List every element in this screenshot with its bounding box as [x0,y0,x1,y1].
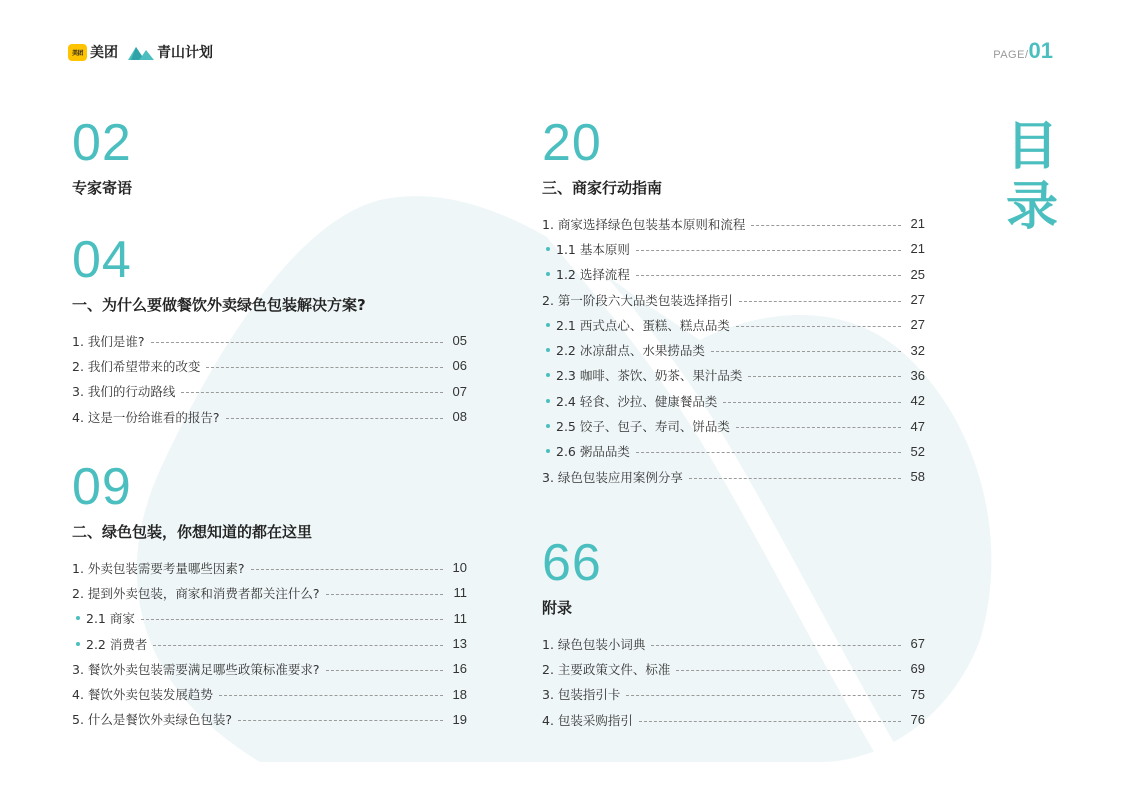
section-number: 09 [72,458,132,516]
toc-entry-page: 69 [910,661,925,677]
bullet-dot-icon [546,424,550,428]
toc-entry-label-wrap [72,559,245,577]
toc-entry-page: 32 [910,342,925,358]
toc-entry-label-wrap [72,635,147,653]
toc-entry-label: 4. 餐饮外卖包装发展趋势 [72,687,213,703]
bullet-dot-icon [76,642,80,646]
toc-entry-page: 27 [910,317,925,333]
dotted-leader [219,694,443,696]
toc-entry-label: 2.1 商家 [86,611,135,627]
toc-entry-label-wrap [542,660,670,678]
toc-entry-label-wrap [542,711,633,729]
brand-header [68,42,213,62]
dotted-leader [181,391,443,393]
toc-entry[interactable] [72,353,467,378]
toc-entry-page: 11 [453,585,467,601]
toc-entry-label-wrap [72,685,213,703]
toc-entry-label: 5. 什么是餐饮外卖绿色包装? [72,712,233,728]
page-number: 01 [1028,38,1053,63]
toc-section-66 [542,534,925,732]
dotted-leader [326,593,443,595]
toc-entry-label-wrap [72,382,175,400]
bullet-dot-icon [546,348,550,352]
toc-entry-label-wrap [542,341,705,359]
section-title: 附录 [542,599,573,617]
dotted-leader [251,568,443,570]
toc-entry-page: 67 [910,636,925,652]
dotted-leader [689,477,901,479]
toc-entry-label: 2. 第一阶段六大品类包装选择指引 [542,292,733,308]
section-title: 二、绿色包装，你想知道的都在这里 [72,523,313,541]
toc-entry-label-wrap [542,468,683,486]
toc-entry-label: 2.2 冰凉甜点、水果捞品类 [556,343,705,359]
dotted-leader [151,341,443,343]
toc-entry[interactable] [542,312,925,337]
toc-entry[interactable] [72,580,467,605]
toc-entry-page: 21 [910,241,925,257]
toc-entry-label: 2.1 西式点心、蛋糕、糕点品类 [556,317,730,333]
toc-title-char: 目 [1005,117,1058,177]
toc-entry[interactable] [72,404,467,429]
toc-entry-label-wrap [72,609,135,627]
toc-entry-page: 58 [910,469,925,485]
toc-entry-label-wrap [542,215,745,233]
toc-title-char: 录 [1005,177,1058,237]
toc-entry-label: 3. 包装指引卡 [542,687,621,703]
toc-entry-page: 06 [452,358,467,374]
toc-list [542,211,925,489]
dotted-leader [651,644,901,646]
toc-entry-page: 25 [910,266,925,282]
dotted-leader [153,644,443,646]
toc-entry-label: 4. 这是一份给谁看的报告? [72,409,220,425]
toc-entry-page: 75 [910,686,925,702]
toc-entry-label-wrap [542,417,730,435]
toc-entry-page: 08 [452,409,467,425]
toc-entry[interactable] [542,656,925,681]
toc-entry-label: 4. 包装采购指引 [542,712,633,728]
toc-entry-page: 05 [452,333,467,349]
toc-entry-label: 2.3 咖啡、茶饮、奶茶、果汁品类 [556,368,743,384]
toc-entry[interactable] [542,707,925,732]
dotted-leader [751,224,901,226]
toc-entry[interactable] [542,631,925,656]
dotted-leader [636,274,901,276]
page-indicator [993,38,1053,64]
toc-entry-label: 1. 绿色包装小词典 [542,636,646,652]
toc-entry-page: 27 [910,292,925,308]
section-number: 04 [72,231,132,289]
toc-entry-label: 3. 绿色包装应用案例分享 [542,469,683,485]
toc-entry-page: 07 [452,383,467,399]
toc-entry-label: 2. 我们希望带来的改变 [72,358,201,374]
dotted-leader [206,366,443,368]
bullet-dot-icon [546,373,550,377]
dotted-leader [676,669,901,671]
toc-entry-page: 13 [452,636,467,652]
section-number: 20 [542,114,602,172]
toc-entry-page: 10 [452,560,467,576]
toc-entry-label-wrap [542,685,620,703]
toc-entry[interactable] [542,388,925,413]
toc-entry[interactable] [72,555,467,580]
toc-entry[interactable] [72,681,467,706]
toc-entry-label-wrap [542,316,730,334]
toc-section-09 [72,458,467,732]
toc-entry-page: 19 [452,711,467,727]
toc-entry-label: 1. 外卖包装需要考量哪些因素? [72,560,245,576]
dotted-leader [736,426,901,428]
toc-entry-label: 2.2 消费者 [86,636,148,652]
section-title: 专家寄语 [72,179,133,197]
toc-entry-label: 1.1 基本原则 [556,241,630,257]
toc-entry[interactable] [542,464,925,489]
toc-list [72,555,467,732]
toc-entry-page: 18 [452,686,467,702]
toc-list [542,631,925,732]
toc-entry-label-wrap [72,357,200,375]
dotted-leader [238,719,443,721]
bullet-dot-icon [546,272,550,276]
toc-entry-label: 1. 商家选择绿色包装基本原则和流程 [542,216,746,232]
toc-entry-label-wrap [72,408,220,426]
toc-entry[interactable] [542,287,925,312]
bullet-dot-icon [546,449,550,453]
toc-section-02 [72,114,467,198]
dotted-leader [711,350,901,352]
dotted-leader [748,375,901,377]
toc-entry-page: 42 [910,393,925,409]
dotted-leader [326,669,443,671]
toc-entry-page: 36 [910,367,925,383]
toc-entry-label-wrap [542,366,742,384]
toc-title [1003,117,1061,237]
mountain-icon [128,44,154,60]
dotted-leader [723,401,901,403]
toc-entry[interactable] [72,707,467,732]
toc-entry[interactable] [72,631,467,656]
toc-entry-label: 3. 我们的行动路线 [72,384,176,400]
toc-entry[interactable] [542,413,925,438]
dotted-leader [226,417,443,419]
meituan-logo-box: 美团 [68,44,87,61]
toc-entry[interactable] [72,606,467,631]
bullet-dot-icon [546,323,550,327]
toc-entry-label-wrap [72,332,145,350]
toc-entry-label: 2. 主要政策文件、标准 [542,661,671,677]
toc-entry-label-wrap [72,710,232,728]
bullet-dot-icon [546,247,550,251]
toc-entry[interactable] [542,439,925,464]
dotted-leader [626,694,901,696]
toc-entry-label: 2.4 轻食、沙拉、健康餐品类 [556,393,718,409]
toc-list [72,328,467,429]
bullet-dot-icon [76,616,80,620]
toc-entry-page: 16 [452,661,467,677]
toc-entry-label-wrap [72,660,320,678]
toc-entry-label-wrap [542,291,733,309]
toc-entry[interactable] [542,262,925,287]
dotted-leader [736,325,901,327]
dotted-leader [639,720,901,722]
toc-entry-label-wrap [542,392,717,410]
toc-entry[interactable] [72,656,467,681]
dotted-leader [141,618,443,620]
toc-entry-label: 2. 提到外卖包装，商家和消费者都关注什么? [72,585,320,601]
dotted-leader [739,300,901,302]
toc-entry-page: 52 [910,443,925,459]
section-number: 02 [72,114,132,172]
toc-entry-page: 76 [910,712,925,728]
meituan-logo-text: 美团 [90,45,118,61]
section-number: 66 [542,534,602,592]
meituan-logo [68,42,118,62]
toc-entry[interactable] [72,328,467,353]
bullet-dot-icon [546,399,550,403]
section-title: 一、为什么要做餐饮外卖绿色包装解决方案? [72,296,366,314]
toc-entry-label-wrap [72,584,320,602]
toc-entry-label: 2.6 粥品品类 [556,444,630,460]
toc-entry[interactable] [542,682,925,707]
toc-entry[interactable] [542,236,925,261]
toc-entry-label: 3. 餐饮外卖包装需要满足哪些政策标准要求? [72,661,320,677]
qingshan-logo [128,42,213,62]
page-label: PAGE/ [993,49,1029,61]
toc-entry-page: 21 [910,216,925,232]
toc-entry-label-wrap [542,265,630,283]
toc-entry-label: 1.2 选择流程 [556,267,630,283]
toc-entry[interactable] [542,363,925,388]
toc-entry-page: 47 [910,418,925,434]
toc-entry-label: 2.5 饺子、包子、寿司、饼品类 [556,419,730,435]
toc-section-20 [542,114,925,489]
toc-entry[interactable] [542,211,925,236]
qingshan-logo-text: 青山计划 [157,45,213,61]
dotted-leader [636,451,901,453]
toc-section-04 [72,231,467,429]
toc-entry-page: 11 [453,610,467,626]
toc-entry[interactable] [72,379,467,404]
toc-entry-label-wrap [542,442,630,460]
toc-entry-label: 1. 我们是谁? [72,333,145,349]
toc-entry-label-wrap [542,240,630,258]
dotted-leader [636,249,901,251]
toc-entry[interactable] [542,337,925,362]
section-title: 三、商家行动指南 [542,179,663,197]
toc-entry-label-wrap [542,635,645,653]
